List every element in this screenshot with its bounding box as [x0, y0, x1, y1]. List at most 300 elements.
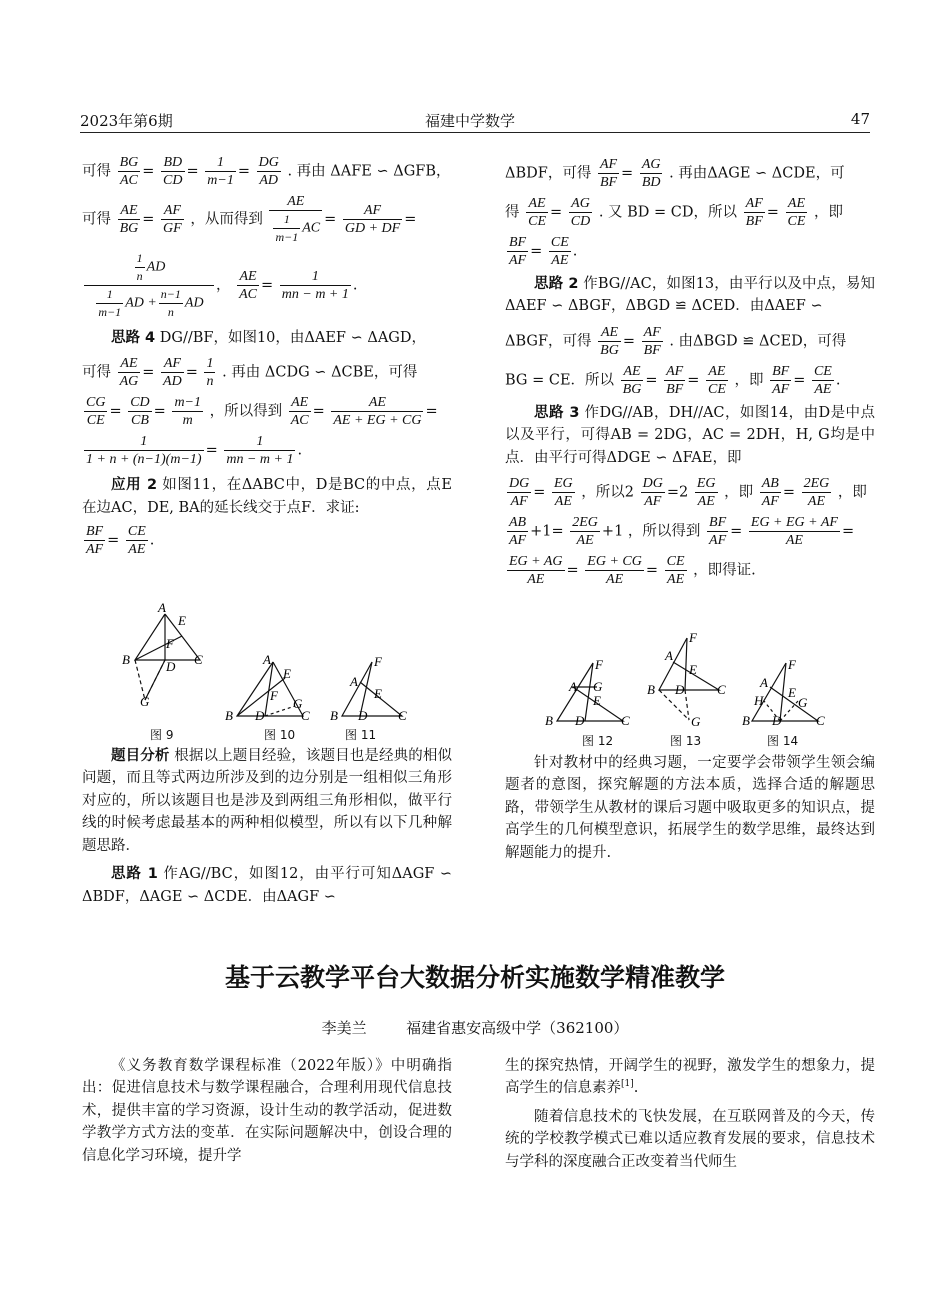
- fraction: [569, 195, 592, 230]
- author-line: [0, 1017, 950, 1038]
- den: n: [206, 374, 214, 390]
- svg-text:G: G: [798, 695, 808, 710]
- fraction: [570, 514, 600, 549]
- fraction: [707, 514, 728, 549]
- num: AE: [598, 324, 621, 342]
- fraction: [770, 363, 791, 398]
- svg-text:A: A: [760, 675, 768, 690]
- num: AE: [118, 202, 141, 220]
- fraction: [744, 195, 765, 230]
- figure-10: [225, 650, 325, 732]
- svg-text:D: D: [255, 708, 265, 723]
- num: 2EG: [572, 515, 598, 531]
- num: [84, 250, 214, 286]
- svg-text:B: B: [647, 682, 655, 697]
- idea-2-text: 作BG//AC，如图13，由平行以及中点，易知ΔAEF ∽ ΔBGF，ΔBGD ≌ ΔCED．由ΔAEF ∽: [505, 276, 876, 315]
- text: . 由ΔBGD ≌ ΔCED，可得: [669, 333, 847, 350]
- text: . 再由ΔAGE ∽ ΔCDE，可: [669, 165, 845, 182]
- svg-text:B: B: [122, 652, 130, 667]
- analysis-text: 根据以上题目经验，该题目也是经典的相似问题，而且等式两边所涉及到的边分别是一组相似三角形对应的，所以该题目也是涉及到两组三角形相似，做平行线的时候考虑最基本的两种相似模型，所以有以下几种解题思路．: [82, 748, 453, 854]
- svg-text:D: D: [675, 682, 685, 697]
- text: BG = CE．所以: [505, 372, 615, 389]
- eq-r-3: $\frac{BF}{AF}$ = $\frac{CE}{AE}$ .: [509, 235, 578, 268]
- den: BF: [643, 342, 661, 358]
- fraction: [257, 154, 281, 189]
- den: BF: [599, 175, 618, 190]
- num: AE: [289, 394, 311, 412]
- eq-line-6: $\frac{CG}{CE}$ = $\frac{CD}{CB}$ = $\frac{m-1}{m}$ ，所以得到 $\frac{AE}{AC}$ = $\frac{AE}{AE + EG + CG}$ =: [86, 395, 438, 429]
- num: EG + CG: [587, 554, 642, 570]
- den: n: [167, 305, 174, 319]
- num: AB: [761, 476, 779, 492]
- den: AE + EG + CG: [333, 413, 422, 429]
- fraction: [585, 553, 644, 588]
- fraction: [664, 363, 685, 398]
- idea-1-text: 作AG//BC，如图12，由平行可知ΔAGF ∽ ΔBDF，ΔAGE ∽ ΔCDE．由ΔAGF ∽: [82, 866, 453, 905]
- fraction: [802, 475, 832, 510]
- den: m−1: [275, 230, 299, 244]
- num: 1: [224, 433, 295, 451]
- fraction: [161, 202, 184, 237]
- text: ，从而得到: [190, 211, 263, 228]
- svg-text:F: F: [788, 657, 796, 672]
- figure-13-diagram: [645, 630, 730, 730]
- fraction: [224, 433, 295, 468]
- fraction: [84, 394, 107, 429]
- fraction: [641, 475, 665, 510]
- fraction: [118, 202, 141, 237]
- den: CD: [570, 214, 591, 229]
- svg-text:A: A: [350, 674, 358, 689]
- period: .: [297, 442, 303, 459]
- den: BG: [119, 221, 139, 236]
- num: DG: [509, 476, 530, 492]
- den: AC: [290, 413, 309, 429]
- article-right-column: [505, 1055, 875, 1179]
- den: mn − m + 1: [226, 452, 294, 468]
- fraction: [507, 475, 531, 510]
- idea-1-label: 思路 1: [111, 866, 158, 883]
- text: . 再由 ΔCDG ∽ ΔCBE，可得: [222, 364, 418, 381]
- num: AE: [269, 193, 322, 211]
- den: CE: [528, 214, 546, 229]
- period: .: [149, 532, 155, 549]
- article-right-paragraph-1: [505, 1055, 875, 1100]
- svg-text:A: A: [158, 600, 166, 615]
- svg-text:A: A: [665, 648, 673, 663]
- eq-line-5: 可得 $\frac{AE}{AG}$ = $\frac{AF}{AD}$ = $\frac{1}{n}$ . 再由 ΔCDG ∽ ΔCBE，可得: [82, 356, 418, 390]
- den-rest: AD: [184, 295, 204, 311]
- den: AD: [163, 374, 182, 390]
- svg-text:C: C: [301, 708, 310, 723]
- num: CD: [130, 395, 150, 411]
- num: BF: [709, 515, 727, 531]
- fraction: [598, 324, 621, 359]
- den: AF: [509, 253, 527, 268]
- eq-line-8: $\frac{BF}{AF}$ = $\frac{CE}{AE}$ .: [86, 524, 155, 558]
- running-header: [80, 108, 870, 133]
- idea-3: [505, 402, 875, 469]
- idea-2-label: 思路 2: [534, 276, 579, 292]
- text: 得: [505, 204, 520, 221]
- fraction: [331, 394, 423, 429]
- den: m: [182, 413, 193, 429]
- figure-12-caption: 图 12: [582, 734, 614, 748]
- author-name: 李美兰: [321, 1019, 367, 1037]
- fraction: [812, 363, 834, 398]
- num: 2EG: [803, 476, 830, 492]
- num: 1: [280, 268, 351, 286]
- num: AE: [118, 355, 141, 373]
- eq-r-4: ΔBGF，可得 $\frac{AE}{BG}$ = $\frac{AF}{BF}$ . 由ΔBGD ≌ ΔCED，可得: [505, 324, 847, 358]
- den: [84, 286, 214, 321]
- den: AD: [259, 173, 279, 188]
- num: BF: [772, 363, 790, 379]
- fraction: [128, 394, 151, 429]
- text: ，即得证.: [693, 562, 756, 579]
- svg-text:F: F: [595, 657, 603, 672]
- den: AE: [527, 572, 545, 588]
- text: . 再由 ΔAFE ∽ ΔGFB，: [287, 163, 451, 180]
- svg-text:B: B: [545, 713, 553, 728]
- num: BG: [119, 155, 139, 170]
- svg-text:E: E: [374, 686, 382, 701]
- num: CE: [550, 235, 569, 250]
- den: AC: [239, 287, 257, 302]
- num: AF: [745, 196, 763, 211]
- den: AE: [606, 572, 624, 588]
- num: AF: [343, 202, 402, 220]
- fraction: [289, 394, 311, 429]
- num: 1: [84, 433, 204, 451]
- article-left-column: [82, 1055, 452, 1173]
- den: mn − m + 1: [281, 287, 349, 302]
- den: AF: [772, 381, 790, 397]
- figure-9-diagram: [110, 600, 220, 725]
- text: ，即: [837, 484, 867, 501]
- text: 可得: [82, 211, 111, 228]
- article-left-paragraph: 《义务教育数学课程标准（2022年版）》中明确指出：促进信息技术与数学课程融合，合理利用现代信息技术，提供丰富的学习资源，设计生动的教学活动，促进数学教学方式方法的变革．在实际问题解决中，创设合理的信息化学习环境，提升学: [82, 1058, 452, 1164]
- num: DG: [642, 476, 663, 492]
- eq-r-7: $\frac{AB}{AF}$ +1= $\frac{2EG}{AE}$ +1 ，所以得到 $\frac{BF}{AF}$ = $\frac{EG + EG + AF}{AE}$ =: [509, 515, 855, 549]
- num: CE: [127, 524, 146, 540]
- svg-text:C: C: [717, 682, 726, 697]
- num: 1: [273, 211, 300, 229]
- figure-12: [545, 655, 640, 734]
- left-column-lower: [82, 745, 452, 914]
- svg-text:F: F: [374, 654, 382, 669]
- application-2: [82, 474, 452, 519]
- fraction: [204, 355, 215, 390]
- figure-14: [740, 655, 835, 734]
- den: CE: [707, 381, 726, 397]
- issue-label: 2023年第6期: [80, 112, 173, 130]
- den: GD + DF: [344, 221, 401, 236]
- num: AE: [786, 195, 808, 213]
- coef: 2: [624, 484, 635, 501]
- den: AE: [128, 542, 146, 558]
- text: ，所以得到: [627, 523, 701, 540]
- svg-text:E: E: [788, 685, 796, 700]
- den: AC: [120, 173, 138, 188]
- den: AF: [86, 542, 104, 558]
- fraction: [126, 523, 148, 558]
- period: .: [835, 372, 841, 389]
- text: ，即: [734, 372, 764, 389]
- num: EG + AG: [509, 554, 563, 570]
- fraction: [786, 195, 808, 230]
- den: CE: [86, 413, 105, 429]
- num: AE: [526, 195, 548, 213]
- num: BF: [509, 235, 527, 250]
- application-2-label: 应用 2: [111, 477, 158, 494]
- num: DG: [258, 155, 279, 170]
- fraction: [237, 268, 259, 303]
- fraction: [598, 156, 619, 191]
- fraction: [640, 156, 663, 191]
- application-2-text: 如图11，在ΔABC中，D是BC的中点，点E在边AC，DE, BA的延长线交于点F．求证:: [82, 477, 452, 516]
- num: AE: [331, 394, 423, 412]
- svg-text:B: B: [742, 713, 750, 728]
- num: AF: [643, 324, 661, 340]
- svg-text:G: G: [140, 694, 150, 709]
- idea-4: [82, 327, 452, 349]
- svg-text:F: F: [270, 688, 278, 703]
- den: AF: [510, 494, 528, 510]
- period: .: [352, 277, 358, 294]
- figure-11: [330, 650, 420, 732]
- idea-1: [82, 863, 452, 908]
- den: AF: [709, 533, 727, 549]
- den: BF: [745, 214, 763, 229]
- eq-line-3: $\frac{1}{n}$ AD $\frac{1}{m-1}$ AD + $\frac{n-1}{n}$ AD ， $\frac{AE}{AC}$ = $\frac{1}{mn - m + 1}$ .: [82, 250, 452, 321]
- den: n: [136, 269, 143, 283]
- idea-3-text: 作DG//AB，DH//AC，如图14，由D是中点以及平行，可得AB = 2DG，AC = 2DH，H, G均是中点．由平行可得ΔDGE ∽ ΔFAE，即: [505, 404, 875, 466]
- fraction: [507, 553, 565, 588]
- svg-text:F: F: [166, 636, 174, 651]
- num: CG: [86, 395, 106, 411]
- analysis-label: 题目分析: [111, 748, 170, 764]
- text: ，所以得到: [209, 403, 283, 420]
- fraction: [172, 394, 203, 429]
- citation-ref[interactable]: [1]: [621, 1079, 634, 1090]
- period: .: [572, 243, 578, 260]
- num: BD: [161, 154, 184, 172]
- num: AF: [599, 157, 618, 172]
- eq-r-8: $\frac{EG + AG}{AE}$ = $\frac{EG + CG}{AE}$ = $\frac{CE}{AE}$ ，即得证.: [509, 554, 756, 588]
- eq-r-2: 得 $\frac{AE}{CE}$ = $\frac{AG}{CD}$ . 又 BD = CD，所以 $\frac{AF}{BF}$ = $\frac{AE}{CE}$ ，即: [505, 196, 844, 229]
- svg-text:D: D: [358, 708, 368, 723]
- svg-text:B: B: [330, 708, 338, 723]
- fraction: [84, 433, 204, 468]
- article-right-paragraph-2: 随着信息技术的飞快发展，在互联网普及的今天，传统的学校教学模式已难以适应教育发展的要求，信息技术与学科的深度融合正改变着当代师生: [505, 1108, 875, 1170]
- den: CD: [163, 173, 183, 188]
- figure-13-caption: 图 13: [670, 734, 702, 748]
- svg-text:D: D: [772, 713, 782, 728]
- svg-text:E: E: [593, 693, 601, 708]
- num: AF: [161, 202, 184, 220]
- left-column: [82, 150, 452, 562]
- num: 1: [135, 250, 145, 268]
- den: AE: [814, 381, 832, 397]
- idea-2: [505, 273, 875, 318]
- fraction: [621, 363, 644, 398]
- num: AE: [706, 363, 728, 381]
- fraction: [118, 154, 141, 189]
- fraction: [706, 363, 728, 398]
- num: AB: [509, 515, 527, 531]
- num: AE: [621, 363, 644, 381]
- den: AE: [576, 533, 594, 549]
- text: ，所以: [581, 484, 625, 501]
- den: AF: [761, 494, 779, 510]
- eq-line-2: 可得 $\frac{AE}{BG}$ = $\frac{AF}{GF}$ ，从而得到 AE $\frac{1}{m-1}$ AC = $\frac{AF}{GD + DF}$ =: [82, 194, 417, 244]
- fraction: [749, 514, 840, 549]
- num: EG: [554, 476, 573, 492]
- num: 1: [96, 286, 123, 304]
- den: BD: [641, 175, 661, 190]
- fraction: [695, 475, 718, 510]
- fraction: [84, 523, 105, 558]
- fraction: [507, 514, 528, 549]
- article-title: 基于云教学平台大数据分析实施数学精准教学: [224, 963, 725, 992]
- den: [269, 211, 322, 246]
- fraction: [343, 202, 402, 237]
- idea-4-label: 思路 4: [111, 330, 156, 346]
- text: ΔBDF，可得: [505, 165, 592, 182]
- figure-9-caption: 图 9: [150, 728, 174, 742]
- num: m−1: [174, 395, 201, 411]
- den: 1 + n + (n−1)(m−1): [86, 452, 202, 468]
- idea-4-text: DG//BF，如图10，由ΔAEF ∽ ΔAGD，: [155, 330, 427, 346]
- den: CB: [131, 413, 149, 429]
- num: EG: [696, 476, 716, 492]
- den: AE: [697, 494, 715, 510]
- figure-9: [110, 600, 220, 729]
- text: 生的探究热情，开阔学生的视野，激发学生的想象力，提高学生的信息素养: [505, 1058, 875, 1097]
- eq-r-5: BG = CE．所以 $\frac{AE}{BG}$ = $\frac{AF}{BF}$ = $\frac{AE}{CE}$ ，即 $\frac{BF}{AF}$ = $\frac{CE}{AE}$ .: [505, 363, 841, 397]
- den: BG: [622, 381, 642, 397]
- den: BF: [666, 381, 684, 397]
- den: AF: [644, 494, 662, 510]
- right-column: [505, 152, 875, 592]
- svg-text:G: G: [593, 679, 603, 694]
- den: BG: [600, 342, 619, 358]
- text: . 又 BD = CD，所以: [598, 204, 738, 221]
- den: GF: [163, 221, 182, 236]
- text: 可得: [82, 163, 111, 180]
- closing-paragraph: 针对教材中的经典习题，一定要学会带领学生领会编题者的意图，探究解题的方法本质，选择合适的解题思路，带领学生从教材的课后习题中吸取更多的知识点，提高学生的几何模型意识，拓展学生的数学思维，最终达到解题能力的提升.: [505, 755, 875, 861]
- num: CE: [813, 363, 832, 379]
- figure-14-diagram: [740, 655, 835, 730]
- journal-name: 福建中学数学: [425, 112, 516, 130]
- figure-10-diagram: [225, 650, 325, 728]
- coef: 2: [679, 484, 689, 501]
- fraction: [84, 250, 214, 321]
- svg-text:C: C: [398, 708, 407, 723]
- num: n−1: [159, 286, 183, 304]
- num: EG + EG + AF: [750, 515, 838, 531]
- num: 1: [205, 154, 236, 172]
- fraction: [118, 355, 141, 390]
- num: AG: [641, 157, 661, 172]
- den: m−1: [207, 173, 234, 188]
- author-affiliation: 福建省惠安高级中学（362100）: [406, 1019, 629, 1037]
- figure-11-caption: 图 11: [345, 728, 377, 742]
- svg-text:E: E: [283, 666, 291, 681]
- den: AE: [667, 572, 685, 588]
- den-rest: AC: [302, 220, 321, 236]
- svg-text:A: A: [569, 679, 577, 694]
- num: AF: [161, 355, 184, 373]
- figure-11-diagram: [330, 650, 420, 728]
- num: CE: [666, 554, 685, 570]
- svg-text:E: E: [178, 613, 186, 628]
- figure-14-caption: 图 14: [767, 734, 799, 748]
- text: 可得: [82, 364, 111, 381]
- den: AE: [807, 494, 826, 510]
- num: 1: [206, 356, 214, 372]
- svg-text:G: G: [293, 696, 303, 711]
- den: AE: [785, 533, 803, 549]
- eq-r-6: $\frac{DG}{AF}$ = $\frac{EG}{AE}$ ，所以2 $\frac{DG}{AF}$ =2 $\frac{EG}{AE}$ ，即 $\frac{AB}{AF}$ = $\frac{2EG}{AE}$ ，即: [509, 476, 867, 510]
- num: AE: [237, 268, 259, 286]
- num: AG: [569, 195, 592, 213]
- plus-one: +1: [601, 523, 624, 540]
- fraction: [507, 234, 528, 269]
- svg-text:D: D: [575, 713, 585, 728]
- right-column-lower: [505, 752, 875, 870]
- svg-text:C: C: [621, 713, 630, 728]
- svg-text:D: D: [166, 659, 176, 674]
- figure-13: [645, 630, 730, 734]
- svg-text:C: C: [194, 652, 203, 667]
- svg-text:F: F: [689, 630, 697, 645]
- den: AG: [119, 374, 139, 390]
- fraction: [269, 193, 322, 246]
- fraction: [549, 234, 571, 269]
- figure-10-caption: 图 10: [264, 728, 296, 742]
- den-mid: AD +: [125, 295, 157, 311]
- svg-text:A: A: [263, 652, 271, 667]
- eq-r-1: ΔBDF，可得 $\frac{AF}{BF}$ = $\frac{AG}{BD}$ . 再由ΔAGE ∽ ΔCDE，可: [505, 157, 845, 190]
- num: AF: [666, 363, 684, 379]
- text: ΔBGF，可得: [505, 333, 592, 350]
- svg-text:H: H: [754, 693, 764, 708]
- den: AF: [509, 533, 527, 549]
- fraction: [161, 154, 184, 189]
- num: BF: [86, 524, 104, 540]
- fraction: [642, 324, 663, 359]
- fraction: [205, 154, 236, 189]
- figure-12-diagram: [545, 655, 640, 730]
- eq-line-7: $\frac{1}{1 + n + (n-1)(m-1)}$ = $\frac{1}{mn - m + 1}$ .: [86, 434, 303, 468]
- fraction: [760, 475, 781, 510]
- page-number: 47: [850, 110, 870, 128]
- eq-line-1: 可得 $\frac{BG}{AC}$ = $\frac{BD}{CD}$ = $\frac{1}{m-1}$ = $\frac{DG}{AD}$ . 再由 ΔAFE ∽ ΔGFB，: [82, 155, 451, 188]
- text: ，即: [724, 484, 754, 501]
- svg-text:C: C: [816, 713, 825, 728]
- fraction: [552, 475, 575, 510]
- text: ，即: [814, 204, 844, 221]
- svg-text:B: B: [225, 708, 233, 723]
- num-rest: AD: [146, 259, 166, 275]
- den: CE: [787, 214, 806, 229]
- plus-one: +1: [530, 523, 552, 540]
- text: .: [633, 1080, 639, 1097]
- den: AE: [554, 494, 572, 510]
- den: m−1: [98, 305, 122, 319]
